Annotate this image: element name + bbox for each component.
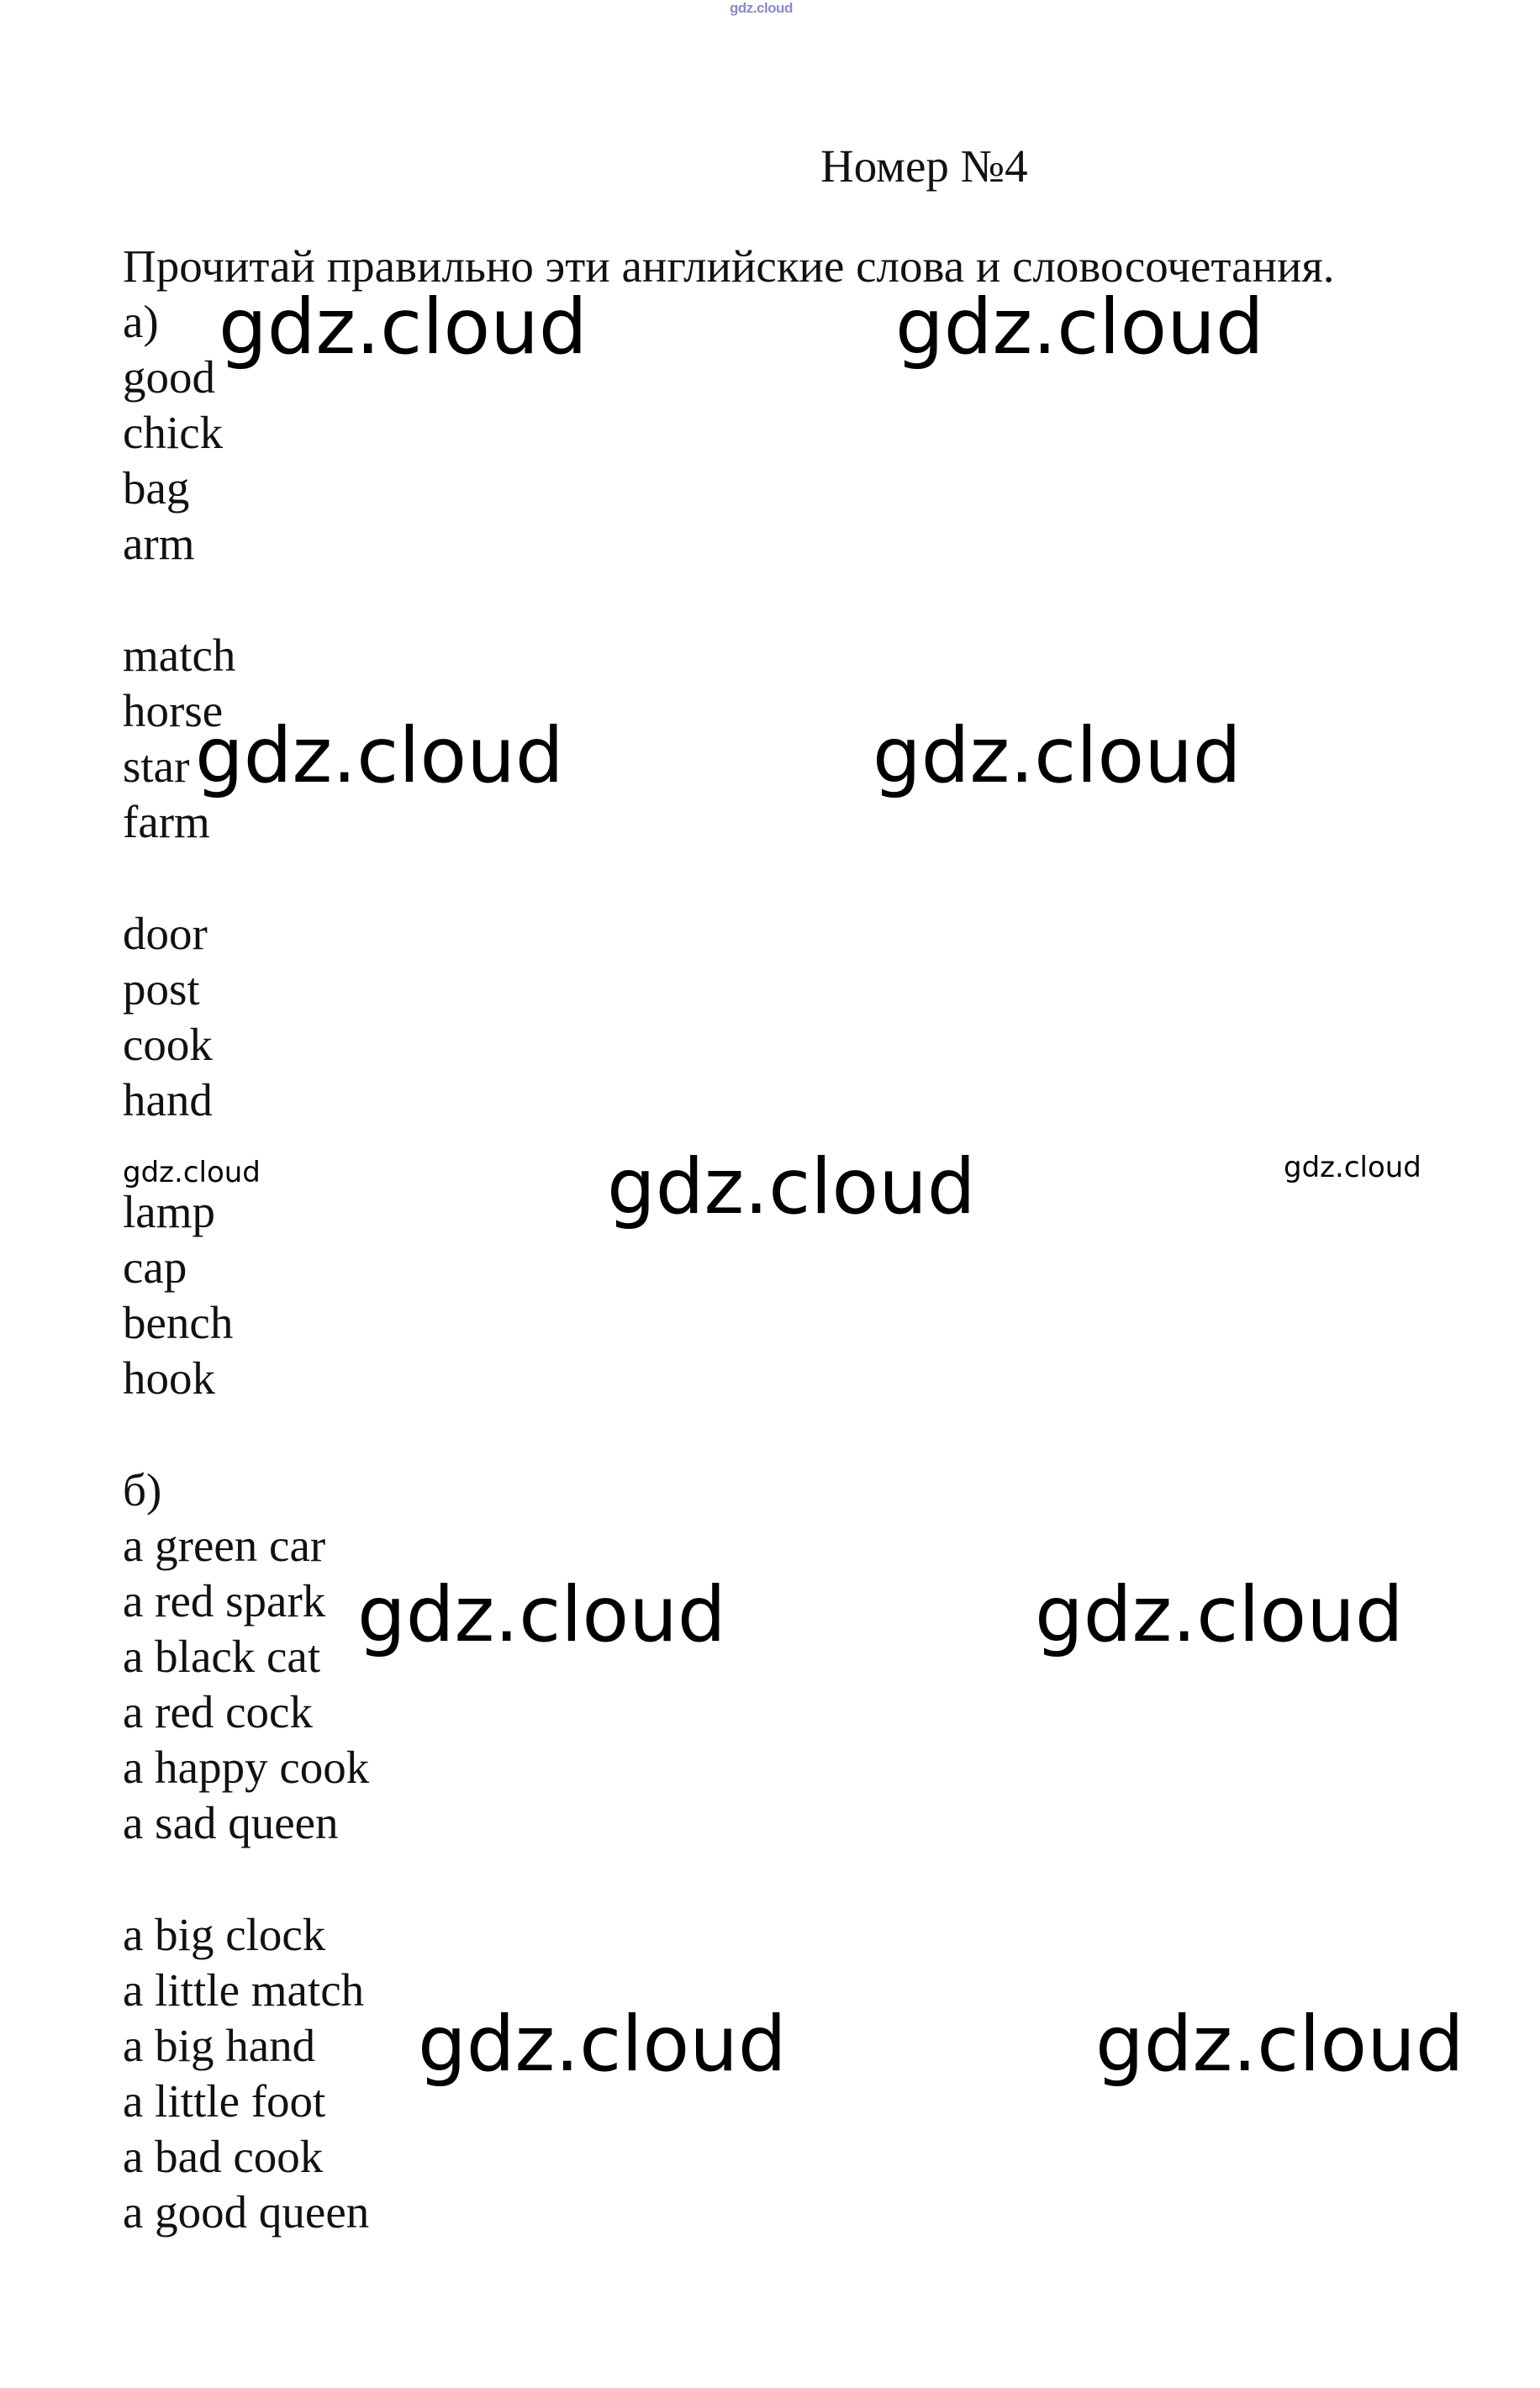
page-title: Номер №4: [820, 140, 1028, 192]
watermark: gdz.cloud: [219, 283, 588, 372]
word-item: bag: [123, 462, 190, 514]
watermark: gdz.cloud: [195, 712, 564, 800]
watermark: gdz.cloud: [1095, 2001, 1464, 2089]
word-item: horse: [123, 685, 224, 736]
phrase-item: a red cock: [123, 1686, 313, 1737]
word-item: chick: [123, 407, 224, 458]
phrase-item: a sad queen: [123, 1797, 339, 1848]
word-item: door: [123, 908, 208, 959]
word-item: good: [123, 351, 215, 403]
phrase-item: a happy cook: [123, 1742, 370, 1793]
word-item: star: [123, 741, 190, 792]
watermark-small: gdz.cloud: [1284, 1151, 1421, 1184]
word-item: post: [123, 963, 200, 1015]
watermark: gdz.cloud: [607, 1143, 976, 1231]
watermark-small: gdz.cloud: [123, 1156, 261, 1189]
phrase-item: a good queen: [123, 2186, 370, 2238]
phrase-item: a little foot: [123, 2075, 326, 2127]
word-item: farm: [123, 796, 210, 847]
watermark: gdz.cloud: [418, 2001, 787, 2089]
word-item: bench: [123, 1297, 234, 1348]
word-item: hook: [123, 1352, 215, 1404]
watermark: gdz.cloud: [1035, 1571, 1404, 1659]
word-item: arm: [123, 518, 195, 569]
phrase-item: a little match: [123, 1964, 365, 2016]
word-item: cook: [123, 1019, 213, 1070]
phrase-item: a big clock: [123, 1909, 326, 1960]
watermark: gdz.cloud: [873, 712, 1242, 800]
section-a-label: а): [123, 296, 159, 347]
section-b-label: б): [123, 1464, 162, 1516]
word-item: hand: [123, 1074, 213, 1125]
word-item: match: [123, 630, 236, 681]
header-watermark: gdz.cloud: [730, 0, 793, 16]
word-item: lamp: [123, 1186, 215, 1237]
task-instruction: Прочитай правильно эти английские слова и словосочетания.: [123, 240, 1335, 292]
word-item: cap: [123, 1241, 187, 1293]
phrase-item: a bad cook: [123, 2131, 324, 2182]
phrase-item: a green car: [123, 1520, 326, 1571]
phrase-item: a big hand: [123, 2020, 316, 2071]
watermark: gdz.cloud: [895, 283, 1264, 372]
watermark: gdz.cloud: [357, 1571, 726, 1659]
phrase-item: a black cat: [123, 1631, 321, 1682]
phrase-item: a red spark: [123, 1575, 326, 1626]
